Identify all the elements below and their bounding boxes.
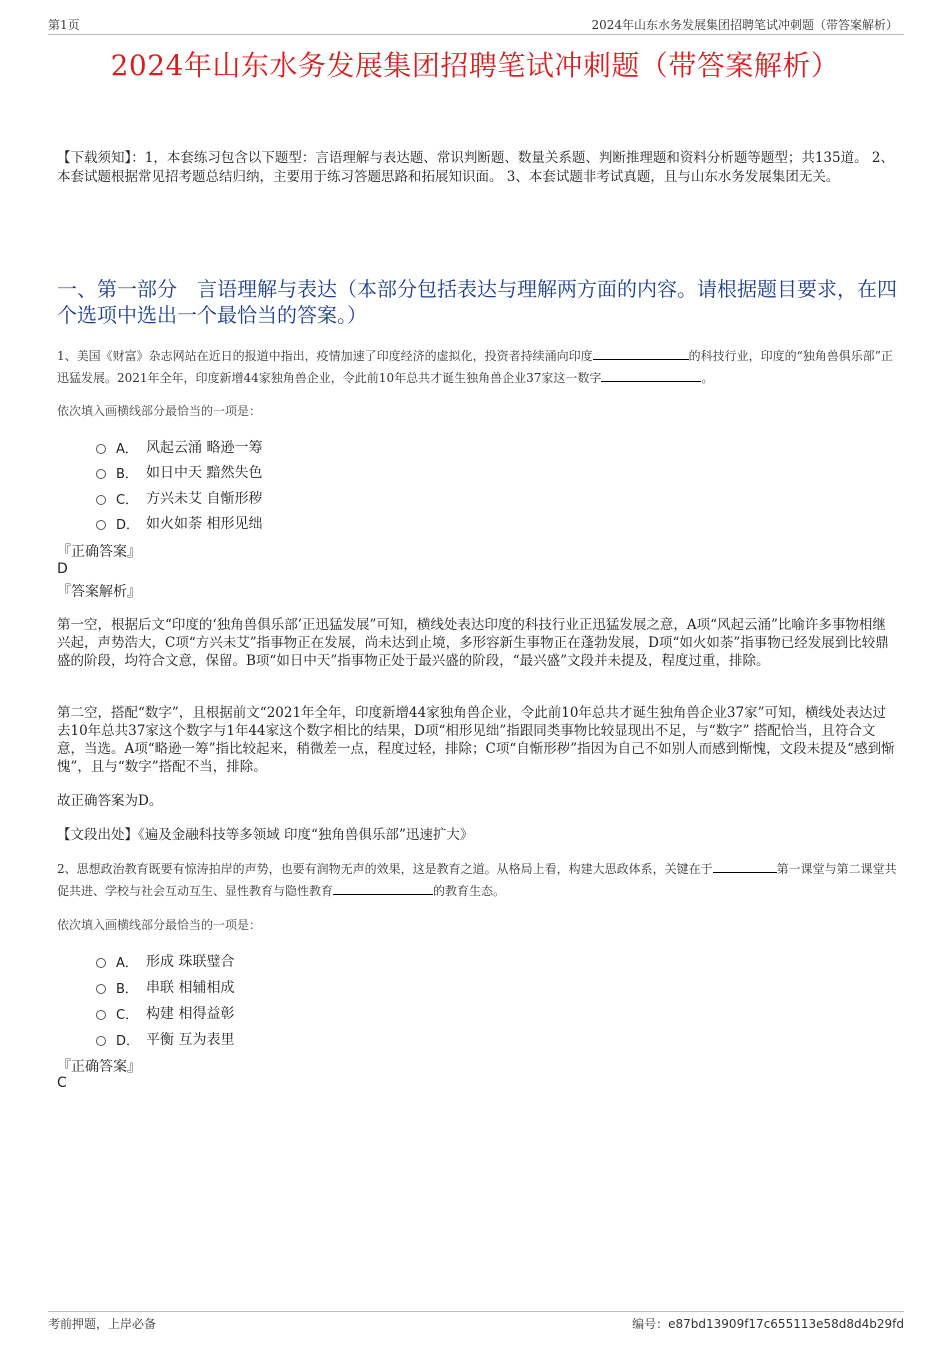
header-doc-title: 2024年山东水务发展集团招聘笔试冲刺题（带答案解析） [591,18,898,32]
radio-button[interactable] [96,958,106,968]
question-1-option-c[interactable]: C． 方兴未艾 自惭形秽 [96,488,262,508]
footer-code: 编号：e87bd13909f17c655113e58d8d4b29fd [632,1317,904,1331]
question-1-answer-label: 『正确答案』 [57,544,141,560]
radio-button[interactable] [96,444,106,454]
page-number: 第1页 [48,18,80,32]
radio-button[interactable] [96,520,106,530]
question-1-prompt: 依次填入画横线部分最恰当的一项是： [57,404,262,418]
question-2-answer-label: 『正确答案』 [57,1059,141,1075]
radio-button[interactable] [96,1010,106,1020]
fill-blank-1 [713,859,777,873]
question-1-option-a[interactable]: A． 风起云涌 略逊一筹 [96,437,262,457]
question-1-conclusion: 故正确答案为D。 [57,793,163,809]
question-1-source: 【文段出处】《遍及金融科技等多领域 印度“独角兽俱乐部”迅速扩大》 [57,827,474,843]
document-title: 2024年山东水务发展集团招聘笔试冲刺题（带答案解析） [110,49,840,82]
fill-blank-1 [593,346,689,360]
question-2-text-c: 的教育生态。 [433,884,506,898]
fill-blank-2 [601,368,701,382]
question-1-text-c: 。 [701,371,714,385]
question-1-stem [57,345,897,389]
footer-slogan: 考前押题，上岸必备 [48,1317,157,1331]
radio-button[interactable] [96,984,106,994]
question-2-prompt: 依次填入画横线部分最恰当的一项是： [57,918,262,932]
question-2-text-a: 2、思想政治教育既要有惊涛拍岸的声势，也要有润物无声的效果，这是教育之道。从格局上看，构建大思政体系，关键在于 [57,862,713,876]
question-2-option-a[interactable]: A． 形成 珠联璧合 [96,951,234,971]
question-2-answer: C [57,1075,67,1091]
question-2-option-c[interactable]: C． 构建 相得益彰 [96,1003,234,1023]
radio-button[interactable] [96,1036,106,1046]
radio-button[interactable] [96,469,106,479]
question-1-text-a: 1、美国《财富》杂志网站在近日的报道中指出，疫情加速了印度经济的虚拟化，投资者持续涌向印度 [57,349,593,363]
question-1-text-b: 的科技行业，印度的“独角兽俱乐部”正迅猛发展。2021年全年，印度新增44家独角兽企业，令此前10年总共才诞生独角兽企业37家这一数字 [57,349,893,385]
question-2-option-b[interactable]: B． 串联 相辅相成 [96,977,234,997]
question-1-analysis-1: 第一空，根据后文“印度的‘独角兽俱乐部’正迅猛发展”可知，横线处表达印度的科技行业正迅猛发展之意，A项“风起云涌”比喻许多事物相继兴起，声势浩大，C项“方兴未艾”指事物正在发展，尚未达到止境，多形容新生事物正在蓬勃发展，D项“如火如荼”指事物已经发展到比较鼎盛的阶段，均符合文意，保留。B项“如日中天”指事物正处于最兴盛的阶段，“最兴盛”文段并未提及，程度过重，排除。 [57,617,889,669]
question-1-analysis-2: 第二空，搭配“数字”，且根据前文“2021年全年，印度新增44家独角兽企业，令此前10年总共才诞生独角兽企业37家”可知，横线处表达过去10年总共37家这个数字与1年44家这个数字相比的结果，D项“相形见绌”指跟同类事物比较显现出不足，与“数字” 搭配恰当，且符合文意，当选。A项“略逊一筹”指比较起来，稍微差一点，程度过轻，排除；C项“自惭形秽”指因为自己不如别人而感到惭愧，文段未提及“感到惭愧”，且与“数字”搭配不当，排除。 [57,705,895,775]
radio-button[interactable] [96,495,106,505]
page-footer [48,1311,904,1331]
question-2-option-d[interactable]: D． 平衡 互为表里 [96,1029,234,1049]
fill-blank-2 [333,881,433,895]
question-1-option-b[interactable]: B． 如日中天 黯然失色 [96,462,262,482]
question-2-text-b: 第一课堂与第二课堂共促共进、学校与社会互动互生、显性教育与隐性教育 [57,862,897,898]
download-notice: 【下载须知】：1，本套练习包含以下题型：言语理解与表达题、常识判断题、数量关系题、判断推理题和资料分析题等题型；共135道。 2、本套试题根据常见招考题总结归纳，主要用于练习答题思路和拓展知识面。 3、本套试题非考试真题，且与山东水务发展集团无关。 [57,150,894,185]
question-1-option-d[interactable]: D． 如火如荼 相形见绌 [96,513,262,533]
section-heading: 一、第一部分 言语理解与表达（本部分包括表达与理解两方面的内容。请根据题目要求，在四个选项中选出一个最恰当的答案。） [57,277,897,327]
question-2-stem [57,858,897,902]
question-1-analysis-label: 『答案解析』 [57,584,141,600]
page-header [48,14,904,35]
question-1-answer: D [57,561,68,577]
